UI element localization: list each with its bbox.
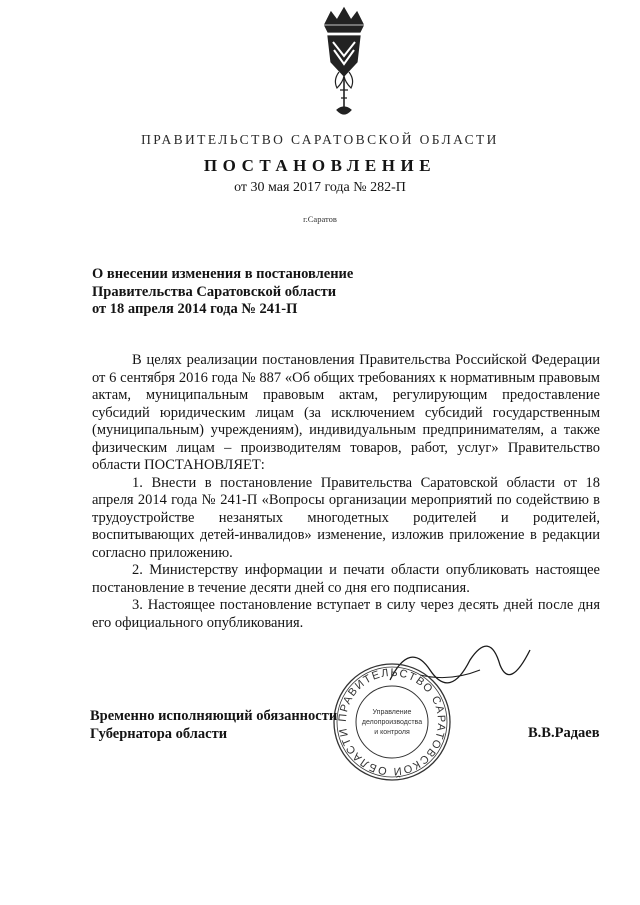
item-paragraph-1: 1. Внести в постановление Правительства Саратовской области от 18 апреля 2014 года № 241-П «Вопросы организации мероприятий по содействию в трудоустройстве незанятых многодетных родителей и родителей, воспитывающих детей-инвалидов» изменение, изложив приложение в редакции согласно приложению.	[92, 474, 600, 561]
document-city: г.Саратов	[303, 214, 337, 224]
document-subject	[92, 266, 353, 319]
organization-name: ПРАВИТЕЛЬСТВО САРАТОВСКОЙ ОБЛАСТИ	[141, 132, 499, 147]
subject-line: Правительства Саратовской области	[92, 283, 337, 300]
seal-inner-line: Управление	[372, 709, 412, 716]
item-paragraph-3: 3. Настоящее постановление вступает в силу через десять дней после дня его официального опубликования.	[92, 597, 600, 631]
official-seal	[330, 660, 454, 784]
signatory-position	[90, 707, 337, 743]
seal-inner-line: и контроля	[374, 729, 410, 736]
subject-line: от 18 апреля 2014 года № 241-П	[92, 301, 298, 317]
preamble-paragraph: В целях реализации постановления Правительства Российской Федерации от 6 сентября 2016 года № 887 «Об общих требованиях к нормативным правовым актам, муниципальным правовым актам, регулирующим предоставление субсидий юридическим лицам (за исключением субсидий государственным (муниципальным) учреждениям), индивидуальным предпринимателям, а также физическим лицам – производителям товаров, работ, услуг» Правительство области ПОСТАНОВЛЯЕТ:	[92, 352, 600, 473]
document-date-number: от 30 мая 2017 года № 282-П	[234, 180, 406, 195]
subject-line: О внесении изменения в постановление	[92, 266, 354, 282]
item-paragraph-2: 2. Министерству информации и печати области опубликовать настоящее постановление в течение десяти дней со дня его подписания.	[92, 562, 600, 596]
document-body	[92, 352, 600, 632]
seal-inner-line: делопроизводства	[361, 719, 423, 726]
signatory-position-line: Губернатора области	[90, 726, 228, 742]
seal-ring-text: ПРАВИТЕЛЬСТВО САРАТОВСКОЙ ОБЛАСТИ	[336, 666, 448, 778]
signatory-name: В.В.Радаев	[528, 725, 600, 741]
document-type: ПОСТАНОВЛЕНИЕ	[203, 156, 437, 175]
signatory-position-line: Временно исполняющий обязанности	[90, 708, 338, 724]
saratov-coat-of-arms-icon	[319, 6, 369, 124]
